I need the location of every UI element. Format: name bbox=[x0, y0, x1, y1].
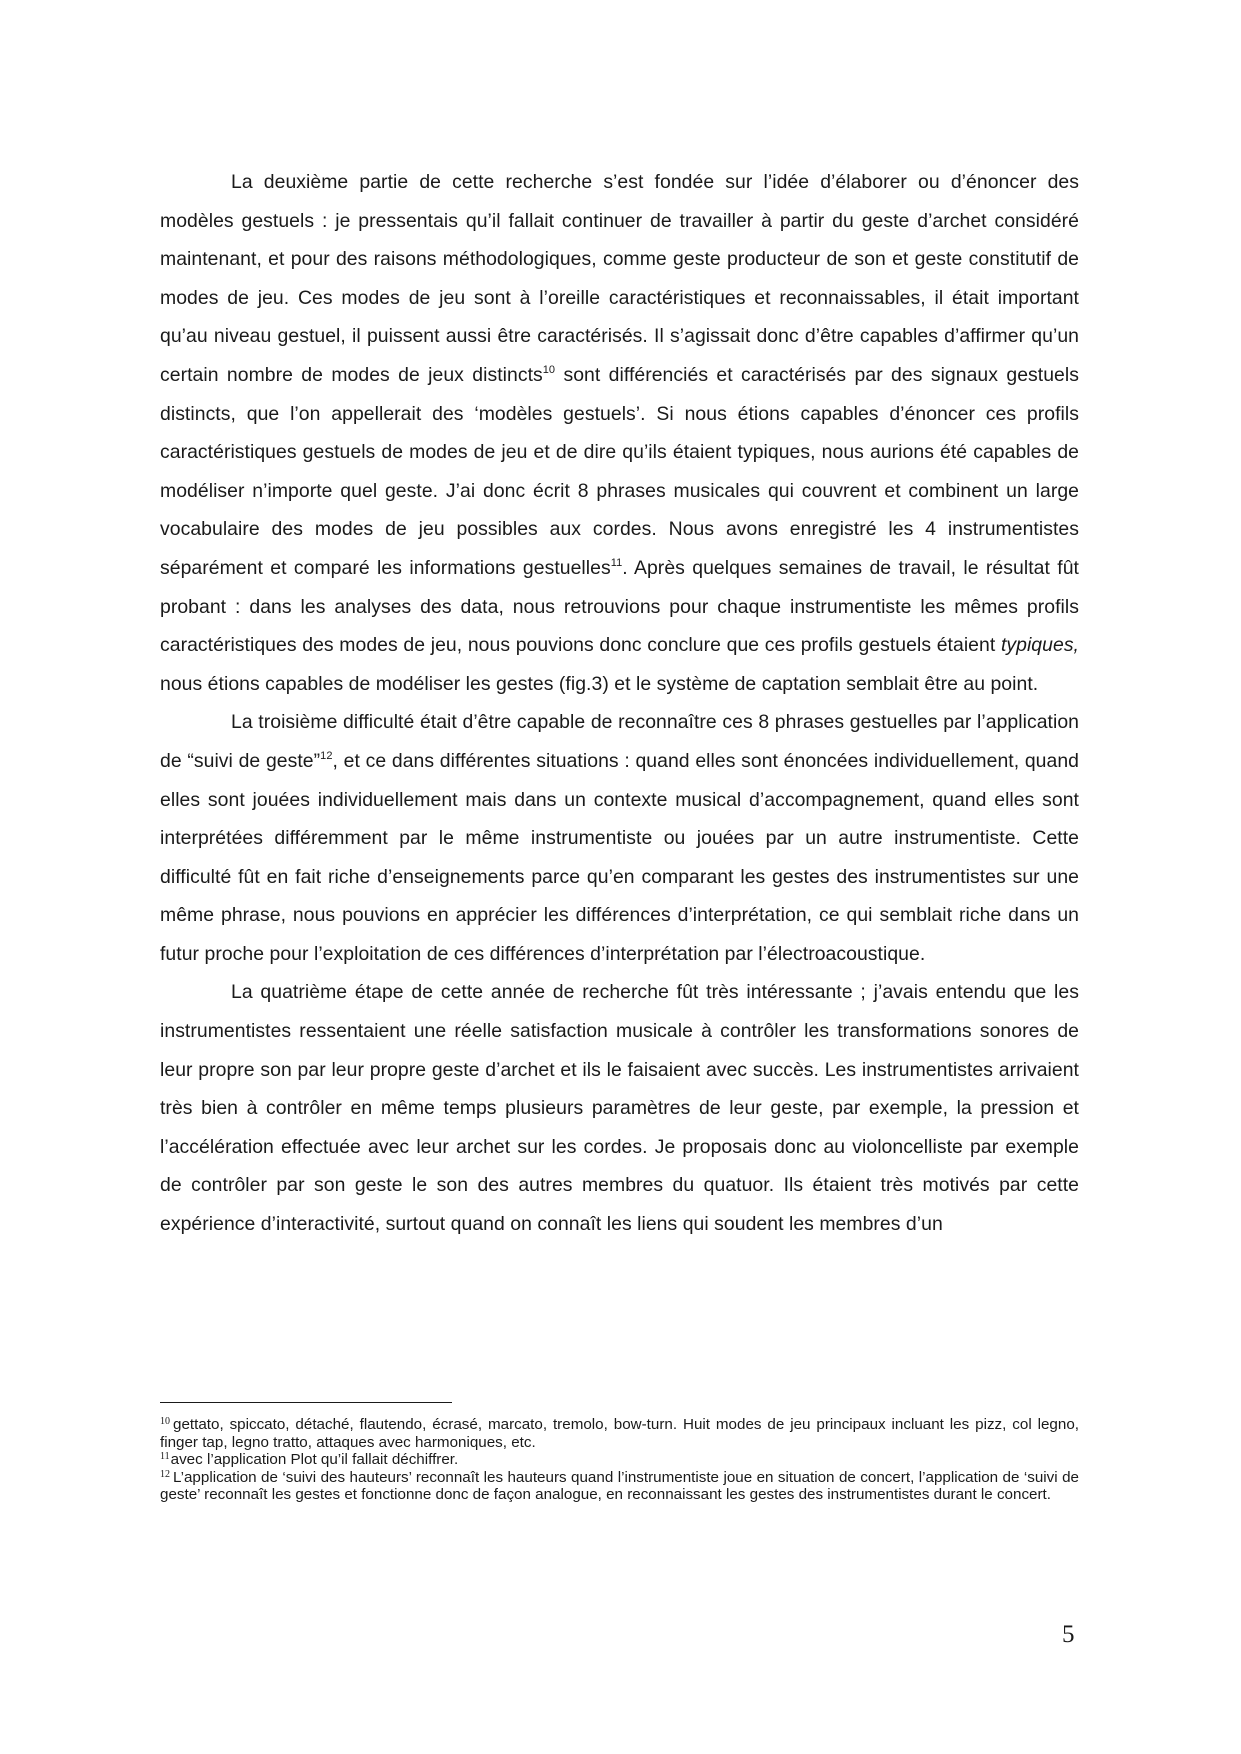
paragraph-2-text-a: La troisième difficulté était d’être capable de reconnaître ces 8 phrases gestuelles par l’application de “suivi de geste” bbox=[160, 711, 1079, 772]
footnote-11 bbox=[160, 1451, 1079, 1469]
body-text bbox=[160, 163, 1079, 1244]
paragraph-1 bbox=[160, 163, 1079, 703]
footnote-ref-11: 11 bbox=[610, 556, 623, 569]
footnote-number: 10 bbox=[160, 1416, 170, 1427]
footnotes bbox=[160, 1416, 1079, 1504]
footnote-text: avec l’application Plot qu’il fallait déchiffrer. bbox=[170, 1451, 459, 1469]
paragraph-1-text-d: nous étions capables de modéliser les gestes (fig.3) et le système de captation semblait être au point. bbox=[160, 672, 1039, 695]
paragraph-3-text: La quatrième étape de cette année de recherche fût très intéressante ; j’avais entendu que les instrumentistes ressentaient une réelle satisfaction musicale à contrôler les transformations sonores de leur propre son par leur propre geste d’archet et ils le faisaient avec succès. Les instrumentistes arrivaient très bien à contrôler en même temps plusieurs paramètres de leur geste, par exemple, la pression et l’accélération effectuée avec leur archet sur les cordes. Je proposais donc au violoncelliste par exemple de contrôler par son geste le son des autres membres du quatuor. Ils étaient très motivés par cette expérience d’interactivité, surtout quand on connaît les liens qui soudent les membres d’un bbox=[160, 981, 1079, 1236]
footnote-12 bbox=[160, 1469, 1079, 1504]
paragraph-1-text-a: La deuxième partie de cette recherche s’est fondée sur l’idée d’élaborer ou d’énoncer des modèles gestuels : je pressentais qu’il fallait continuer de travailler à partir du geste d’archet considéré maintenant, et pour des raisons méthodologiques, comme geste producteur de son et geste constitutif de modes de jeu. Ces modes de jeu sont à l’oreille caractéristiques et reconnaissables, il était important qu’au niveau gestuel, il puissent aussi être caractérisés. Il s’agissait donc d’être capables d’affirmer qu’un certain nombre de modes de jeux distincts bbox=[160, 171, 1079, 386]
paragraph-3 bbox=[160, 973, 1079, 1243]
paragraph-2 bbox=[160, 703, 1079, 973]
footnote-text: gettato, spiccato, détaché, flautendo, écrasé, marcato, tremolo, bow-turn. Huit modes de jeu principaux incluant les pizz, col legno, finger tap, legno tratto, attaques avec harmoniques, etc. bbox=[160, 1416, 1079, 1451]
footnote-separator bbox=[160, 1402, 452, 1403]
paragraph-1-text-b: sont différenciés et caractérisés par des signaux gestuels distincts, que l’on appellerait des ‘modèles gestuels’. Si nous étions capables d’énoncer ces profils caractéristiques gestuels de modes de jeu et de dire qu’ils étaient typiques, nous aurions été capables de modéliser n’importe quel geste. J’ai donc écrit 8 phrases musicales qui couvrent et combinent un large vocabulaire des modes de jeu possibles aux cordes. Nous avons enregistré les 4 instrumentistes séparément et comparé les informations gestuelles bbox=[160, 363, 1079, 579]
footnote-ref-10: 10 bbox=[542, 363, 556, 376]
page-number: 5 bbox=[1062, 1621, 1075, 1648]
footnote-ref-12: 12 bbox=[320, 749, 333, 762]
footnote-number: 11 bbox=[160, 1451, 170, 1463]
paragraph-2-text-b: , et ce dans différentes situations : quand elles sont énoncées individuellement, quand elles sont jouées individuellement mais dans un contexte musical d’accompagnement, quand elles sont interprétées différemment par le même instrumentiste ou jouées par un autre instrumentiste. Cette difficulté fût en fait riche d’enseignements parce qu’en comparant les gestes des instrumentistes sur une même phrase, nous pouvions en apprécier les différences d’interprétation, ce qui semblait riche dans un futur proche pour l’exploitation de ces différences d’interprétation par l’électroacoustique. bbox=[160, 749, 1080, 965]
footnote-10 bbox=[160, 1416, 1079, 1451]
italic-typiques: typiques, bbox=[1000, 634, 1079, 657]
footnote-text: L’application de ‘suivi des hauteurs’ reconnaît les hauteurs quand l’instrumentiste joue en situation de concert, l’application de ‘suivi de geste’ reconnaît les gestes et fonctionne donc de façon analogue, en reconnaissant les gestes des instrumentistes durant le concert. bbox=[160, 1468, 1079, 1504]
footnote-number: 12 bbox=[160, 1468, 170, 1480]
paragraph-1-text-c: . Après quelques semaines de travail, le résultat fût probant : dans les analyses des data, nous retrouvions pour chaque instrumentiste les mêmes profils caractéristiques des modes de jeu, nous pouvions donc conclure que ces profils gestuels étaient bbox=[160, 556, 1079, 657]
